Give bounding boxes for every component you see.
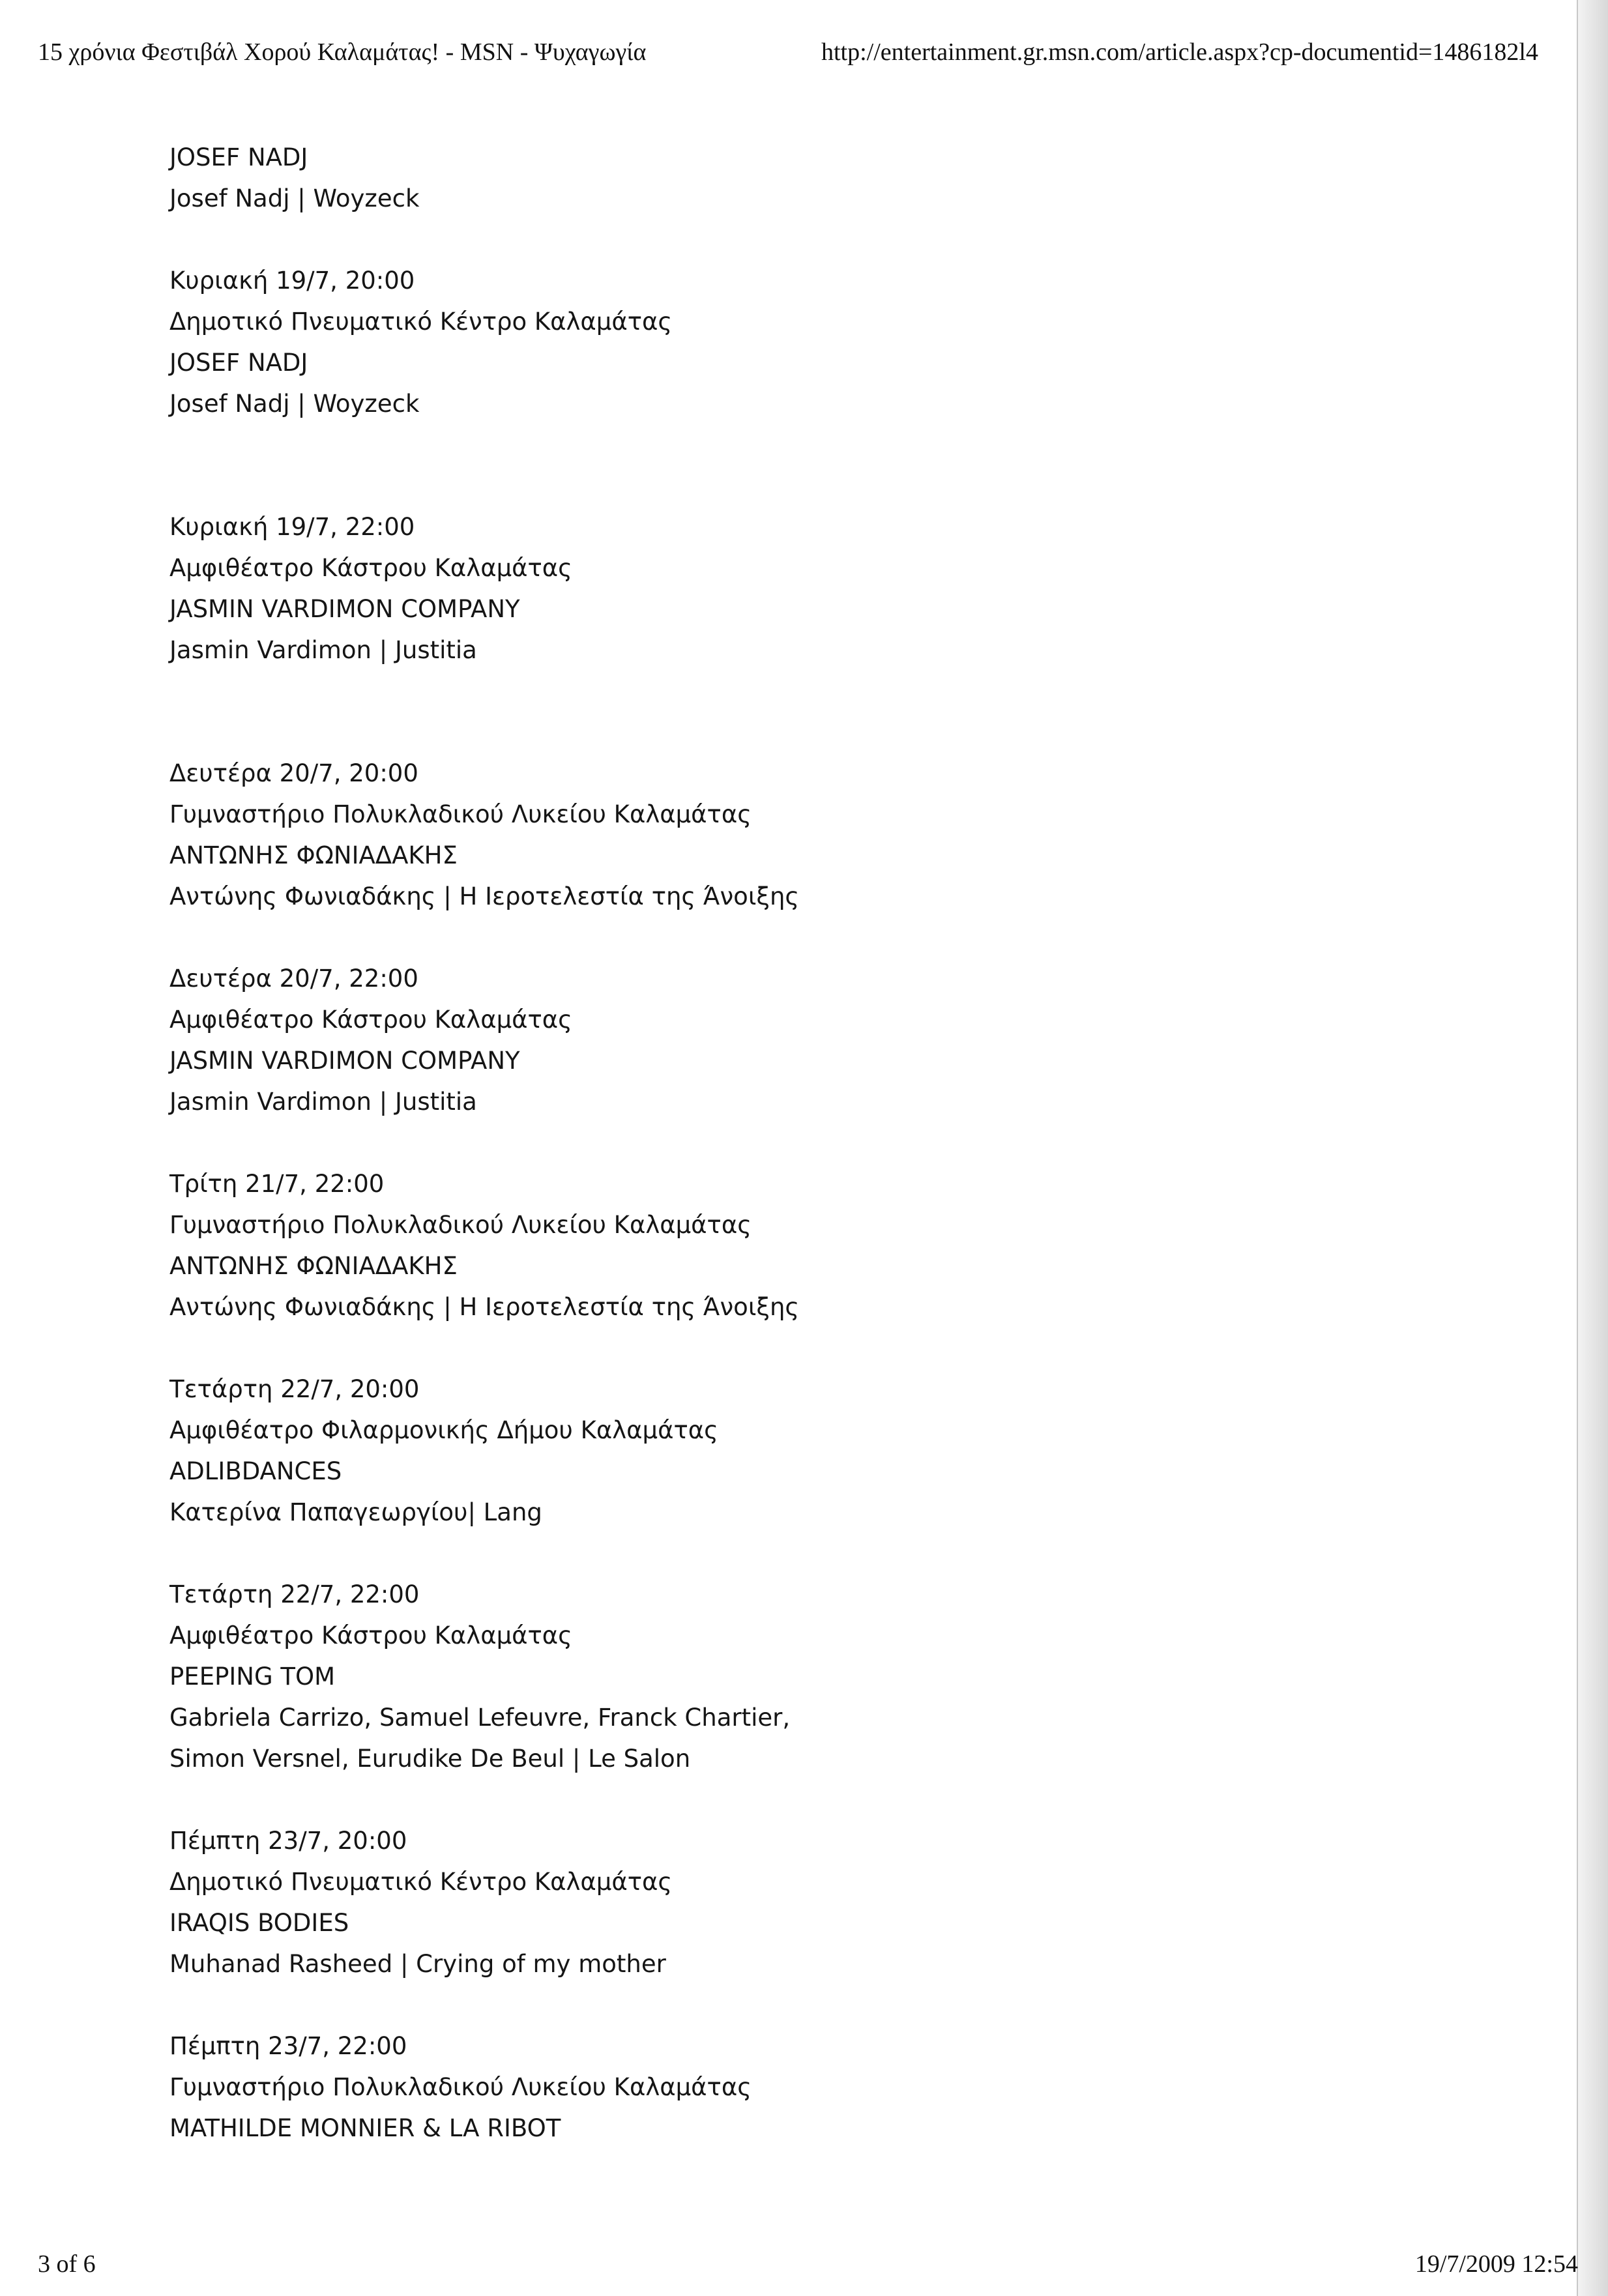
page-header: [38, 38, 1608, 77]
event-entry: [169, 1574, 1278, 1779]
event-line: Αμφιθέατρο Κάστρου Καλαμάτας: [169, 1006, 572, 1034]
event-entry: [169, 1820, 1278, 1984]
page-title: 15 χρόνια Φεστιβάλ Χορού Καλαμάτας! - MSN - Ψυχαγωγία: [38, 38, 647, 66]
page-edge: [1577, 0, 1608, 2296]
event-line: Αμφιθέατρο Φιλαρμονικής Δήμου Καλαμάτας: [169, 1416, 718, 1444]
event-separator: [169, 219, 1278, 260]
event-line: Αμφιθέατρο Κάστρου Καλαμάτας: [169, 554, 572, 582]
event-line: ΑΝΤΩΝΗΣ ΦΩΝΙΑΔΑΚΗΣ: [169, 841, 458, 869]
event-line: Δευτέρα 20/7, 20:00: [169, 759, 418, 787]
event-separator: [169, 1779, 1278, 1820]
event-separator: [169, 424, 1278, 506]
event-line: MATHILDE MONNIER & LA RIBOT: [169, 2114, 561, 2142]
event-line: ADLIBDANCES: [169, 1457, 342, 1485]
event-entry: [169, 1369, 1278, 1533]
event-line: Josef Nadj | Woyzeck: [169, 184, 420, 212]
event-separator: [169, 1122, 1278, 1163]
page-url: http://entertainment.gr.msn.com/article.aspx?cp-documentid=1486182l4: [821, 38, 1538, 66]
event-line: ΑΝΤΩΝΗΣ ΦΩΝΙΑΔΑΚΗΣ: [169, 1252, 458, 1280]
event-line: Τετάρτη 22/7, 20:00: [169, 1375, 420, 1403]
event-line: Πέμπτη 23/7, 22:00: [169, 2032, 407, 2060]
event-line: Muhanad Rasheed | Crying of my mother: [169, 1950, 666, 1978]
event-entry: [169, 1163, 1278, 1328]
event-line: Josef Nadj | Woyzeck: [169, 390, 420, 418]
event-line: JASMIN VARDIMON COMPANY: [169, 1047, 520, 1075]
event-line: Γυμναστήριο Πολυκλαδικού Λυκείου Καλαμάτας: [169, 800, 752, 828]
event-line: Δημοτικό Πνευματικό Κέντρο Καλαμάτας: [169, 308, 673, 336]
event-line: Γυμναστήριο Πολυκλαδικού Λυκείου Καλαμάτας: [169, 1211, 752, 1239]
event-entry: [169, 137, 1278, 219]
event-entry: [169, 260, 1278, 424]
event-line: Κυριακή 19/7, 22:00: [169, 513, 415, 541]
event-line: Κυριακή 19/7, 20:00: [169, 267, 415, 295]
event-line: PEEPING TOM: [169, 1663, 336, 1691]
page-footer: [38, 2250, 1578, 2282]
event-line: Jasmin Vardimon | Justitia: [169, 1088, 477, 1116]
event-separator: [169, 1533, 1278, 1574]
event-entry: [169, 958, 1278, 1122]
event-line: Δευτέρα 20/7, 22:00: [169, 965, 418, 993]
event-separator: [169, 671, 1278, 753]
event-line: Αντώνης Φωνιαδάκης | Η Ιεροτελεστία της Άνοιξης: [169, 882, 800, 910]
event-line: Τετάρτη 22/7, 22:00: [169, 1580, 420, 1608]
event-entry: [169, 2026, 1278, 2149]
event-line: Πέμπτη 23/7, 20:00: [169, 1827, 407, 1855]
page-number: 3 of 6: [38, 2250, 96, 2278]
event-line: Jasmin Vardimon | Justitia: [169, 636, 477, 664]
event-entry: [169, 506, 1278, 671]
event-line: Τρίτη 21/7, 22:00: [169, 1170, 385, 1198]
event-entry: [169, 753, 1278, 917]
event-line: Δημοτικό Πνευματικό Κέντρο Καλαμάτας: [169, 1868, 673, 1896]
event-separator: [169, 1328, 1278, 1369]
print-datetime: 19/7/2009 12:54: [1414, 2250, 1578, 2278]
event-line: Gabriela Carrizo, Samuel Lefeuvre, Franck Chartier,: [169, 1704, 791, 1732]
event-line: JASMIN VARDIMON COMPANY: [169, 595, 520, 623]
event-line: Γυμναστήριο Πολυκλαδικού Λυκείου Καλαμάτας: [169, 2073, 752, 2101]
event-line: JOSEF NADJ: [169, 143, 308, 171]
event-line: Αμφιθέατρο Κάστρου Καλαμάτας: [169, 1621, 572, 1649]
event-line: Αντώνης Φωνιαδάκης | Η Ιεροτελεστία της Άνοιξης: [169, 1293, 800, 1321]
event-line: JOSEF NADJ: [169, 349, 308, 377]
event-schedule: [169, 137, 1278, 2149]
event-separator: [169, 917, 1278, 958]
event-line: Simon Versnel, Eurudike De Beul | Le Salon: [169, 1745, 691, 1773]
event-separator: [169, 1984, 1278, 2026]
event-line: IRAQIS BODIES: [169, 1909, 349, 1937]
event-line: Κατερίνα Παπαγεωργίου| Lang: [169, 1498, 542, 1526]
